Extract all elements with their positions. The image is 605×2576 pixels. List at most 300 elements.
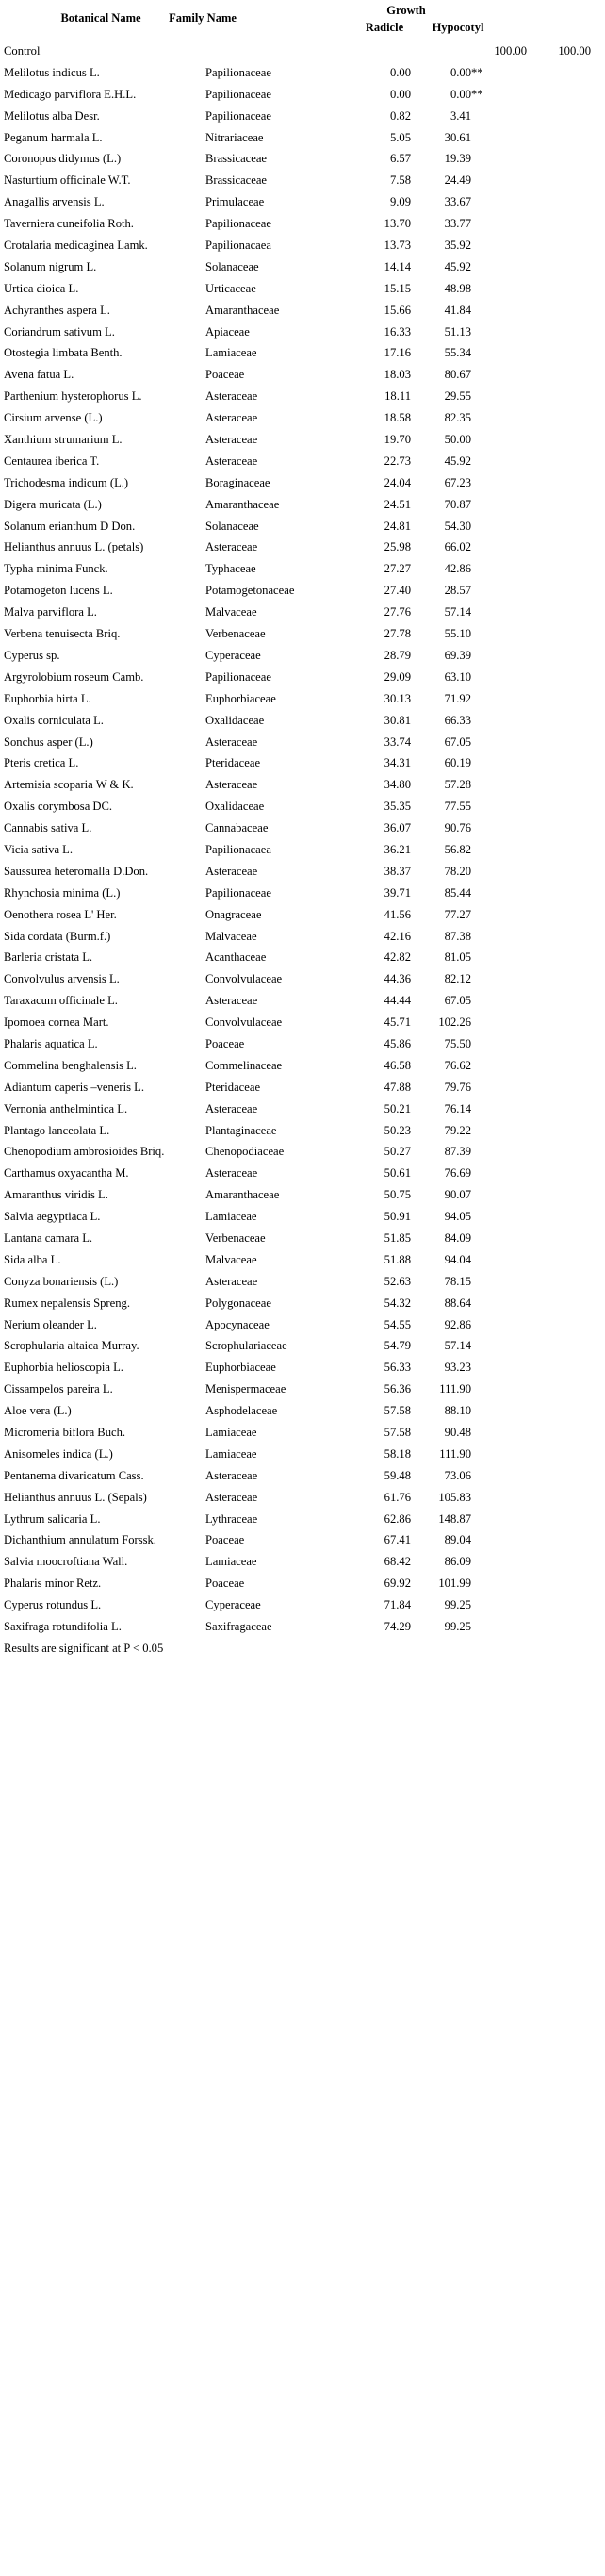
- cell-radicle-value: 13.70: [384, 217, 411, 231]
- cell-family-name: Boraginaceae: [205, 475, 270, 489]
- cell-radicle-value: 62.86: [384, 1511, 411, 1526]
- cell-radicle-value: 36.07: [384, 821, 411, 835]
- cell-botanical-name: Urtica dioica L.: [4, 281, 79, 295]
- cell-family-name: Oxalidaceae: [205, 800, 265, 814]
- cell-radicle-value: 45.71: [384, 1016, 411, 1030]
- cell-botanical-name: Taraxacum officinale L.: [4, 994, 118, 1008]
- cell-radicle-value: 13.73: [384, 239, 411, 253]
- cell-family-name: Cyperaceae: [205, 648, 261, 662]
- cell-hypocotyl-value: 3.41: [450, 108, 471, 123]
- cell-botanical-name: Nerium oleander L.: [4, 1317, 97, 1331]
- table-row: [0, 968, 605, 990]
- cell-botanical-name: Cannabis sativa L.: [4, 821, 92, 835]
- cell-botanical-name: Cyperus rotundus L.: [4, 1598, 102, 1612]
- cell-hypocotyl-value: 42.86: [444, 562, 471, 576]
- cell-hypocotyl-value: 69.39: [444, 648, 471, 662]
- cell-hypocotyl-value: 76.69: [444, 1166, 471, 1181]
- cell-family-name: Acanthaceae: [205, 950, 267, 965]
- cell-radicle-value: 30.13: [384, 691, 411, 705]
- cell-radicle-value: 27.78: [384, 627, 411, 641]
- table-row: [0, 1422, 605, 1444]
- cell-hypocotyl-value: 33.77: [444, 217, 471, 231]
- cell-hypocotyl-value: 29.55: [444, 389, 471, 404]
- cell-radicle-value: 34.31: [384, 756, 411, 770]
- cell-botanical-name: Rumex nepalensis Spreng.: [4, 1296, 130, 1310]
- table-row: [0, 148, 605, 170]
- cell-botanical-name: Dichanthium annulatum Forssk.: [4, 1533, 156, 1547]
- cell-radicle-value: 51.88: [384, 1252, 411, 1266]
- cell-family-name: Asteraceae: [205, 1274, 258, 1288]
- cell-family-name: Potamogetonaceae: [205, 584, 295, 598]
- cell-botanical-name: Nasturtium officinale W.T.: [4, 173, 131, 188]
- cell-radicle-value: 15.66: [384, 303, 411, 317]
- cell-radicle-value: 44.36: [384, 972, 411, 986]
- table-row: [0, 537, 605, 558]
- cell-radicle-value: 45.86: [384, 1036, 411, 1050]
- cell-radicle-value: 7.58: [389, 173, 411, 188]
- cell-family-name: Asteraceae: [205, 389, 258, 404]
- cell-botanical-name: Solanum erianthum D Don.: [4, 519, 136, 533]
- cell-hypocotyl-value: 35.92: [444, 239, 471, 253]
- cell-hypocotyl-value: 19.39: [444, 152, 471, 166]
- cell-botanical-name: Helianthus annuus L. (petals): [4, 540, 144, 554]
- cell-hypocotyl-value: 81.05: [444, 950, 471, 965]
- cell-family-name: Lamiaceae: [205, 1446, 257, 1461]
- cell-radicle-value: 29.09: [384, 669, 411, 684]
- cell-hypocotyl-value: 57.14: [444, 605, 471, 619]
- cell-botanical-name: Phalaris aquatica L.: [4, 1036, 98, 1050]
- cell-hypocotyl-value: 94.05: [444, 1210, 471, 1224]
- table-row: [0, 688, 605, 710]
- cell-radicle-value: 6.57: [389, 152, 411, 166]
- table-row: [0, 817, 605, 839]
- table-row: [0, 623, 605, 645]
- cell-family-name: Cyperaceae: [205, 1598, 261, 1612]
- cell-hypocotyl-value: 33.67: [444, 195, 471, 209]
- cell-radicle-value: 52.63: [384, 1274, 411, 1288]
- cell-radicle-value: 0.82: [389, 108, 411, 123]
- table-row: [0, 1400, 605, 1422]
- cell-hypocotyl-value: 67.05: [444, 994, 471, 1008]
- cell-radicle-value: 18.58: [384, 411, 411, 425]
- cell-botanical-name: Solanum nigrum L.: [4, 259, 97, 273]
- table-row: [0, 1141, 605, 1163]
- cell-botanical-name: Achyranthes aspera L.: [4, 303, 110, 317]
- cell-botanical-name: Avena fatua L.: [4, 368, 74, 382]
- cell-radicle-value: 68.42: [384, 1555, 411, 1569]
- table-row: [0, 1249, 605, 1271]
- cell-family-name: Asteraceae: [205, 735, 258, 749]
- cell-botanical-name: Saussurea heteromalla D.Don.: [4, 864, 149, 878]
- cell-botanical-name: Oxalis corniculata L.: [4, 713, 104, 727]
- table-row: [0, 947, 605, 968]
- table-row: [0, 839, 605, 861]
- cell-hypocotyl-value: 55.10: [444, 627, 471, 641]
- cell-botanical-name: Oxalis corymbosa DC.: [4, 800, 113, 814]
- cell-family-name: Asteraceae: [205, 1468, 258, 1482]
- cell-radicle-value: 51.85: [384, 1230, 411, 1245]
- cell-radicle-value: 57.58: [384, 1426, 411, 1439]
- cell-family-name: Lamiaceae: [205, 1555, 257, 1569]
- table-row: [0, 1487, 605, 1509]
- table-row: [0, 558, 605, 580]
- table-row: [0, 1357, 605, 1379]
- table-row: [0, 1077, 605, 1098]
- table-row-control: [0, 41, 605, 62]
- column-header-growth: Growth: [386, 4, 426, 17]
- cell-botanical-name: Anagallis arvensis L.: [4, 195, 105, 209]
- table-row: [0, 494, 605, 516]
- cell-radicle-value: 69.92: [384, 1577, 411, 1591]
- table-row: [0, 861, 605, 883]
- cell-radicle-value: 24.81: [384, 519, 411, 533]
- cell-radicle-value: 5.05: [389, 130, 411, 144]
- cell-botanical-name: Centaurea iberica T.: [4, 454, 100, 468]
- table-row: [0, 300, 605, 322]
- cell-family-name: Oxalidaceae: [205, 713, 265, 727]
- cell-botanical-name: Ipomoea cornea Mart.: [4, 1016, 109, 1030]
- cell-hypocotyl-value: 86.09: [444, 1555, 471, 1569]
- cell-radicle-value: 54.32: [384, 1296, 411, 1310]
- cell-hypocotyl-value: 66.02: [444, 540, 471, 554]
- cell-radicle-value: 46.58: [384, 1058, 411, 1072]
- cell-family-name: Malvaceae: [205, 929, 257, 943]
- table-row: [0, 322, 605, 343]
- cell-family-name: Pteridaceae: [205, 756, 261, 770]
- cell-family-name: Papilionaceae: [205, 108, 271, 123]
- cell-radicle-value: 58.18: [384, 1446, 411, 1461]
- cell-hypocotyl-value: 78.15: [444, 1274, 471, 1288]
- cell-radicle-value: 36.21: [384, 842, 411, 856]
- cell-control-hypocotyl: 100.00: [558, 44, 591, 58]
- cell-botanical-name: Trichodesma indicum (L.): [4, 475, 129, 489]
- cell-radicle-value: 24.51: [384, 497, 411, 511]
- table-row: [0, 472, 605, 494]
- cell-botanical-name: Sonchus asper (L.): [4, 735, 93, 749]
- cell-hypocotyl-value: 45.92: [444, 454, 471, 468]
- cell-family-name: Brassicaceae: [205, 173, 268, 188]
- cell-family-name: Papilionaceae: [205, 87, 271, 101]
- cell-radicle-value: 50.61: [384, 1166, 411, 1181]
- cell-hypocotyl-value: 93.23: [444, 1361, 471, 1375]
- table-row: [0, 62, 605, 84]
- cell-family-name: Menispermaceae: [205, 1382, 286, 1396]
- table-body: [0, 41, 605, 1660]
- cell-botanical-name: Vernonia anthelmintica L.: [4, 1101, 128, 1115]
- table-row: [0, 1529, 605, 1551]
- cell-radicle-value: 47.88: [384, 1080, 411, 1094]
- table-row: [0, 667, 605, 688]
- cell-family-name: Lamiaceae: [205, 1210, 257, 1224]
- cell-hypocotyl-value: 92.86: [444, 1317, 471, 1331]
- cell-radicle-value: 42.82: [384, 950, 411, 965]
- cell-hypocotyl-value: 111.90: [439, 1382, 471, 1396]
- cell-hypocotyl-value: 90.48: [444, 1426, 471, 1439]
- cell-hypocotyl-value: 0.00: [450, 65, 471, 79]
- cell-family-name: Papilionaceae: [205, 65, 271, 79]
- cell-hypocotyl-value: 28.57: [444, 584, 471, 598]
- cell-family-name: Amaranthaceae: [205, 1188, 280, 1202]
- table-row: [0, 256, 605, 278]
- cell-hypocotyl-value: 67.23: [444, 475, 471, 489]
- table-row: [0, 796, 605, 817]
- cell-botanical-name: Taverniera cuneifolia Roth.: [4, 217, 134, 231]
- cell-family-name: Onagraceae: [205, 907, 262, 921]
- cell-hypocotyl-value: 101.99: [438, 1577, 471, 1591]
- cell-hypocotyl-value: 30.61: [444, 130, 471, 144]
- cell-radicle-value: 16.33: [384, 324, 411, 339]
- cell-family-name: Urticaceae: [205, 281, 256, 295]
- table-row: [0, 278, 605, 300]
- cell-family-name: Asteraceae: [205, 433, 258, 447]
- table-row: [0, 1314, 605, 1336]
- table-row: [0, 1184, 605, 1206]
- table-header: [0, 4, 605, 38]
- cell-hypocotyl-value: 24.49: [444, 173, 471, 188]
- table-row: [0, 1293, 605, 1314]
- cell-family-name: Asteraceae: [205, 411, 258, 425]
- cell-botanical-name: Verbena tenuisecta Briq.: [4, 627, 121, 641]
- cell-radicle-value: 39.71: [384, 885, 411, 900]
- table-row: [0, 1228, 605, 1249]
- cell-radicle-value: 27.76: [384, 605, 411, 619]
- cell-hypocotyl-value: 48.98: [444, 281, 471, 295]
- table-row: [0, 1551, 605, 1573]
- cell-hypocotyl-value: 84.09: [444, 1230, 471, 1245]
- cell-botanical-name: Euphorbia helioscopia L.: [4, 1361, 123, 1375]
- cell-radicle-value: 17.16: [384, 346, 411, 360]
- table-row: [0, 1033, 605, 1055]
- table-row: [0, 732, 605, 753]
- cell-hypocotyl-value: 57.28: [444, 778, 471, 792]
- cell-hypocotyl-value: 90.76: [444, 821, 471, 835]
- cell-hypocotyl-value: 73.06: [444, 1468, 471, 1482]
- cell-radicle-value: 50.91: [384, 1210, 411, 1224]
- cell-radicle-value: 18.03: [384, 368, 411, 382]
- cell-hypocotyl-value: 80.67: [444, 368, 471, 382]
- cell-hypocotyl-value: 88.64: [444, 1296, 471, 1310]
- cell-family-name: Brassicaceae: [205, 152, 268, 166]
- cell-family-name: Asteraceae: [205, 864, 258, 878]
- table-row: [0, 1573, 605, 1594]
- cell-radicle-value: 0.00: [389, 65, 411, 79]
- cell-hypocotyl-value: 66.33: [444, 713, 471, 727]
- column-header-botanical-name: Botanical Name: [60, 11, 141, 25]
- cell-hypocotyl-value: 77.27: [444, 907, 471, 921]
- cell-hypocotyl-value: 71.92: [444, 691, 471, 705]
- cell-botanical-name: Peganum harmala L.: [4, 130, 103, 144]
- cell-family-name: Poaceae: [205, 1577, 245, 1591]
- cell-radicle-value: 27.27: [384, 562, 411, 576]
- cell-family-name: Papilionaceae: [205, 669, 271, 684]
- cell-hypocotyl-value: 57.14: [444, 1339, 471, 1353]
- cell-radicle-value: 71.84: [384, 1598, 411, 1612]
- cell-radicle-value: 61.76: [384, 1490, 411, 1504]
- cell-hypocotyl-value: 99.25: [444, 1598, 471, 1612]
- table-row: [0, 364, 605, 386]
- cell-family-name: Lythraceae: [205, 1511, 258, 1526]
- cell-botanical-name: Otostegia limbata Benth.: [4, 346, 123, 360]
- table-row: [0, 1206, 605, 1228]
- cell-radicle-value: 42.16: [384, 929, 411, 943]
- cell-radicle-value: 56.36: [384, 1382, 411, 1396]
- cell-hypocotyl-value: 90.07: [444, 1188, 471, 1202]
- cell-botanical-name: Potamogeton lucens L.: [4, 584, 113, 598]
- cell-family-name: Amaranthaceae: [205, 497, 280, 511]
- cell-radicle-value: 18.11: [384, 389, 411, 404]
- cell-radicle-value: 35.35: [384, 800, 411, 814]
- table-row: [0, 235, 605, 256]
- cell-botanical-name: Chenopodium ambrosioides Briq.: [4, 1145, 165, 1159]
- cell-radicle-value: 57.58: [384, 1404, 411, 1418]
- cell-botanical-name: Sida cordata (Burm.f.): [4, 929, 111, 943]
- column-header-family-name: Family Name: [169, 11, 237, 25]
- cell-family-name: Malvaceae: [205, 1252, 257, 1266]
- cell-hypocotyl-value: 70.87: [444, 497, 471, 511]
- table-row: [0, 752, 605, 774]
- cell-botanical-name: Typha minima Funck.: [4, 562, 108, 576]
- cell-botanical-name: Lantana camara L.: [4, 1230, 93, 1245]
- table-row: [0, 342, 605, 364]
- table-row: [0, 1465, 605, 1487]
- cell-family-name: Nitrariaceae: [205, 130, 264, 144]
- cell-family-name: Asteraceae: [205, 1490, 258, 1504]
- cell-botanical-name: Cirsium arvense (L.): [4, 411, 103, 425]
- table-row: [0, 1379, 605, 1400]
- cell-radicle-value: 74.29: [384, 1620, 411, 1634]
- cell-radicle-value: 30.81: [384, 713, 411, 727]
- cell-botanical-name: Micromeria biflora Buch.: [4, 1426, 126, 1439]
- cell-hypocotyl-value: 87.39: [444, 1145, 471, 1159]
- cell-family-name: Apocynaceae: [205, 1317, 270, 1331]
- table-row: [0, 1163, 605, 1184]
- cell-family-name: Scrophulariaceae: [205, 1339, 287, 1353]
- cell-family-name: Convolvulaceae: [205, 972, 283, 986]
- cell-family-name: Solanaceae: [205, 519, 259, 533]
- cell-hypocotyl-value: 54.30: [444, 519, 471, 533]
- cell-hypocotyl-value: 111.90: [439, 1446, 471, 1461]
- table-row: [0, 904, 605, 926]
- table-row: [0, 1509, 605, 1530]
- cell-hypocotyl-value: 148.87: [438, 1511, 471, 1526]
- table-row: [0, 926, 605, 948]
- table-row: [0, 1098, 605, 1120]
- cell-family-name: Cannabaceae: [205, 821, 269, 835]
- cell-family-name: Poaceae: [205, 1036, 245, 1050]
- cell-family-name: Apiaceae: [205, 324, 250, 339]
- cell-family-name: Malvaceae: [205, 605, 257, 619]
- table-row: [0, 645, 605, 667]
- cell-family-name: Amaranthaceae: [205, 303, 280, 317]
- cell-family-name: Commelinaceae: [205, 1058, 283, 1072]
- cell-family-name: Chenopodiaceae: [205, 1145, 285, 1159]
- cell-botanical-name: Medicago parviflora E.H.L.: [4, 87, 137, 101]
- cell-hypocotyl-value: 94.04: [444, 1252, 471, 1266]
- cell-family-name: Poaceae: [205, 368, 245, 382]
- cell-radicle-value: 44.44: [384, 994, 411, 1008]
- table-footnote: Results are significant at P < 0.05: [4, 1641, 164, 1655]
- table-row: [0, 516, 605, 537]
- cell-botanical-name: Sida alba L.: [4, 1252, 61, 1266]
- table-row: [0, 710, 605, 732]
- table-row: [0, 407, 605, 429]
- column-header-radicle: Radicle: [365, 21, 404, 34]
- cell-radicle-value: 28.79: [384, 648, 411, 662]
- cell-hypocotyl-value: 78.20: [444, 864, 471, 878]
- cell-botanical-name: Helianthus annuus L. (Sepals): [4, 1490, 147, 1504]
- cell-botanical-name: Salvia aegyptiaca L.: [4, 1210, 101, 1224]
- cell-radicle-value: 67.41: [384, 1533, 411, 1547]
- cell-radicle-value: 34.80: [384, 778, 411, 792]
- table-row: [0, 191, 605, 213]
- cell-botanical-name: Pentanema divaricatum Cass.: [4, 1468, 144, 1482]
- cell-hypocotyl-value: 87.38: [444, 929, 471, 943]
- cell-botanical-name: Digera muricata (L.): [4, 497, 102, 511]
- cell-botanical-name: Anisomeles indica (L.): [4, 1446, 113, 1461]
- cell-family-name: Asteraceae: [205, 994, 258, 1008]
- cell-family-name: Lamiaceae: [205, 346, 257, 360]
- cell-hypocotyl-value: 77.55: [444, 800, 471, 814]
- cell-hypocotyl-value: 63.10: [444, 669, 471, 684]
- table-row: [0, 1335, 605, 1357]
- cell-botanical-name: Malva parviflora L.: [4, 605, 97, 619]
- table-rows-container: [0, 62, 605, 1638]
- table-row: [0, 84, 605, 106]
- cell-radicle-value: 9.09: [389, 195, 411, 209]
- cell-botanical-name: Cyperus sp.: [4, 648, 60, 662]
- cell-botanical-name: Adiantum caperis –veneris L.: [4, 1080, 144, 1094]
- cell-botanical-name: Oenothera rosea L' Her.: [4, 907, 117, 921]
- cell-hypocotyl-value: 60.19: [444, 756, 471, 770]
- cell-radicle-value: 38.37: [384, 864, 411, 878]
- cell-radicle-value: 56.33: [384, 1361, 411, 1375]
- table-row: [0, 580, 605, 602]
- cell-hypocotyl-value: 88.10: [444, 1404, 471, 1418]
- table-row: [0, 1012, 605, 1033]
- cell-radicle-value: 22.73: [384, 454, 411, 468]
- cell-radicle-value: 50.23: [384, 1123, 411, 1137]
- cell-botanical-name: Coriandrum sativum L.: [4, 324, 115, 339]
- cell-hypocotyl-value: 99.25: [444, 1620, 471, 1634]
- cell-family-name: Solanaceae: [205, 259, 259, 273]
- cell-family-name: Asteraceae: [205, 454, 258, 468]
- table-row: [0, 429, 605, 451]
- table-row: [0, 127, 605, 149]
- cell-hypocotyl-value: 0.00: [450, 87, 471, 101]
- table-row: [0, 451, 605, 472]
- cell-radicle-value: 25.98: [384, 540, 411, 554]
- cell-botanical-name: Rhynchosia minima (L.): [4, 885, 121, 900]
- cell-botanical-name: Argyrolobium roseum Camb.: [4, 669, 144, 684]
- cell-hypocotyl-value: 79.22: [444, 1123, 471, 1137]
- table-row: [0, 170, 605, 191]
- cell-family-name: Papilionaceae: [205, 885, 271, 900]
- cell-botanical-name: Barleria cristata L.: [4, 950, 93, 965]
- cell-radicle-value: 54.79: [384, 1339, 411, 1353]
- cell-radicle-value: 14.14: [384, 259, 411, 273]
- table-row: [0, 1120, 605, 1142]
- cell-family-name: Poaceae: [205, 1533, 245, 1547]
- cell-botanical-name: Melilotus indicus L.: [4, 65, 100, 79]
- cell-radicle-value: 50.27: [384, 1145, 411, 1159]
- cell-botanical-name: Melilotus alba Desr.: [4, 108, 100, 123]
- table-row: [0, 883, 605, 904]
- cell-family-name: Papilionaceae: [205, 217, 271, 231]
- table-row: [0, 1616, 605, 1638]
- cell-hypocotyl-value: 55.34: [444, 346, 471, 360]
- cell-radicle-value: 59.48: [384, 1468, 411, 1482]
- cell-botanical-name: Convolvulus arvensis L.: [4, 972, 120, 986]
